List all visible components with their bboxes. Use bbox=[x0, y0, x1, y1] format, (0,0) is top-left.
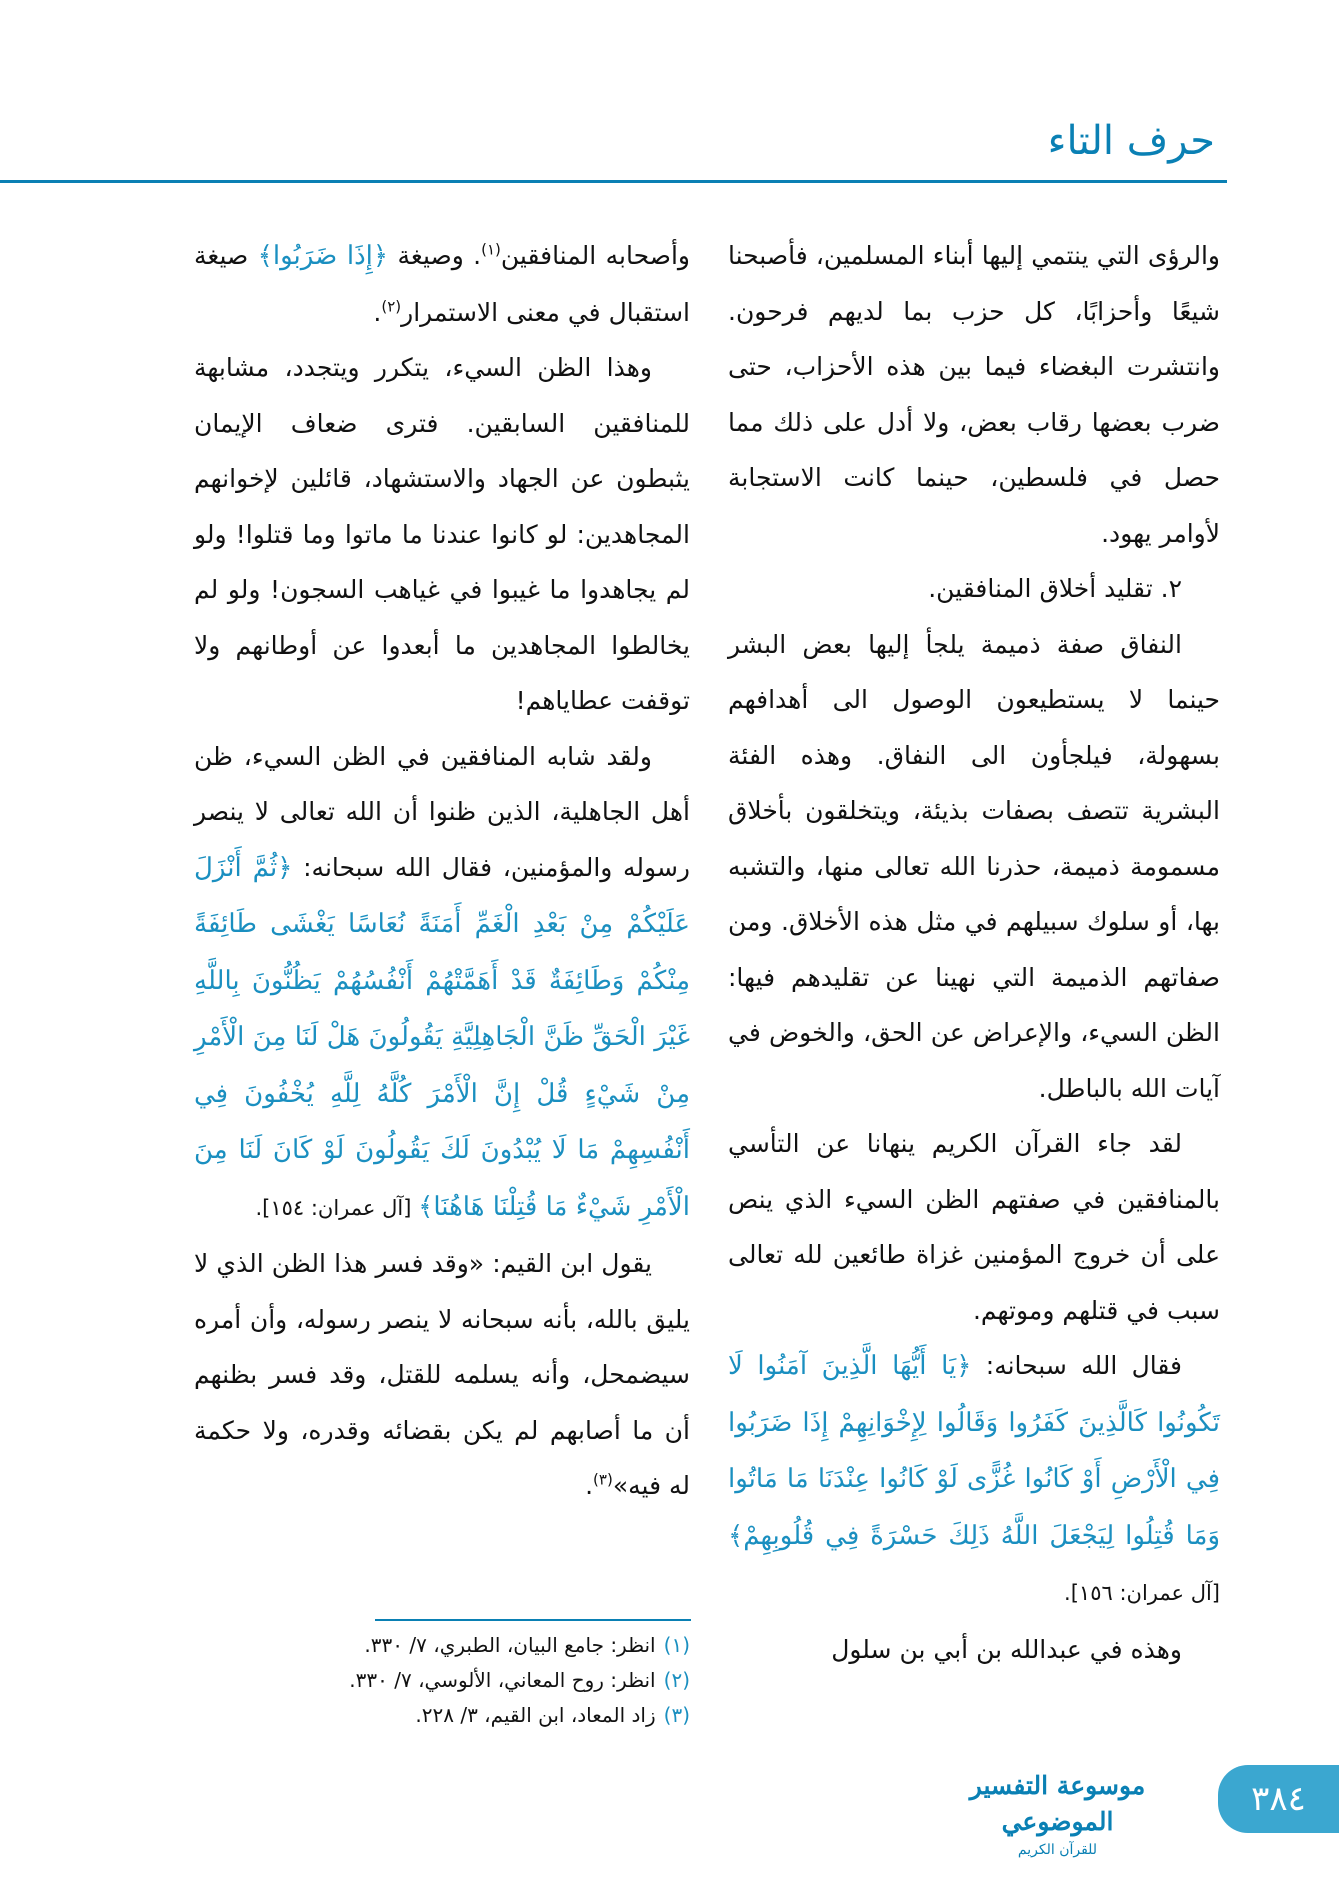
paragraph bbox=[194, 729, 690, 1237]
paragraph: وهذا الظن السيء، يتكرر ويتجدد، مشابهة للمنافقين السابقين. فترى ضعاف الإيمان يثبطون عن الجهاد والاستشهاد، قائلين لإخوانهم المجاهدين: لو كانوا عندنا ما ماتوا وما قتلوا! ولو لم يجاهدوا ما غيبوا في غياهب السجون! ولو لم يخالطوا المجاهدين ما أبعدوا عن أوطانهم ولا توقفت عطاياهم! bbox=[194, 353, 690, 715]
verse-reference: [آل عمران: ١٥٦]. bbox=[1064, 1581, 1220, 1605]
footnotes bbox=[194, 1628, 690, 1733]
section-heading: ٢. تقليد أخلاق المنافقين. bbox=[928, 574, 1182, 603]
footnote-divider bbox=[375, 1619, 691, 1621]
footnote bbox=[194, 1663, 690, 1698]
paragraph-text: ولقد شابه المنافقين في الظن السيء، ظن أهل الجاهلية، الذين ظنوا أن الله تعالى لا ينصر رسوله والمؤمنين، فقال الله سبحانه: bbox=[194, 741, 690, 882]
paragraph-text: صيغة استقبال في معنى الاستمرار bbox=[194, 241, 690, 327]
paragraph bbox=[728, 1338, 1220, 1622]
paragraph-text: . bbox=[585, 1471, 594, 1500]
quran-verse: ﴿ثُمَّ أَنْزَلَ عَلَيْكُمْ مِنْ بَعْدِ الْغَمِّ أَمَنَةً نُعَاسًا يَغْشَى طَائِفَةً مِنْكُمْ وَطَائِفَةٌ قَدْ أَهَمَّتْهُمْ أَنْفُسُهُمْ يَظُنُّونَ بِاللَّهِ غَيْرَ الْحَقِّ ظَنَّ الْجَاهِلِيَّةِ يَقُولُونَ هَلْ لَنَا مِنَ الْأَمْرِ مِنْ شَيْءٍ قُلْ إِنَّ الْأَمْرَ كُلَّهُ لِلَّهِ يُخْفُونَ فِي أَنْفُسِهِمْ مَا لَا يُبْدُونَ لَكَ يَقُولُونَ لَوْ كَانَ لَنَا مِنَ الْأَمْرِ شَيْءٌ مَا قُتِلْنَا هَاهُنَا﴾ bbox=[194, 852, 690, 1222]
footnote-marker[interactable]: (١) bbox=[481, 240, 501, 259]
left-column bbox=[194, 228, 690, 1514]
encyclopedia-logo bbox=[935, 1768, 1180, 1858]
paragraph bbox=[194, 228, 690, 340]
footnote-text: زاد المعاد، ابن القيم، ٣/ ٢٢٨. bbox=[415, 1703, 656, 1727]
paragraph: النفاق صفة ذميمة يلجأ إليها بعض البشر حينما لا يستطيعون الوصول الى أهدافهم بسهولة، فيلجأون الى النفاق. وهذه الفئة البشرية تتصف بصفات بذيئة، ويتخلقون بأخلاق مسمومة ذميمة، حذرنا الله تعالى منها، والتشبه بها، أو سلوك سبيلهم في مثل هذه الأخلاق. ومن صفاتهم الذميمة التي نهينا عن تقليدهم فيها: الظن السيء، والإعراض عن الحق، والخوض في آيات الله بالباطل. bbox=[728, 629, 1220, 1103]
footnote-number: (٣) bbox=[663, 1703, 690, 1727]
paragraph: لقد جاء القرآن الكريم ينهانا عن التأسي بالمنافقين في صفتهم الظن السيء الذي ينص على أن خروج المؤمنين غزاة طائعين لله تعالى سبب في قتلهم وموتهم. bbox=[728, 1129, 1220, 1325]
paragraph-text: فقال الله سبحانه: bbox=[971, 1351, 1182, 1380]
header-divider bbox=[0, 180, 1227, 183]
logo-title: موسوعة التفسير الموضوعي bbox=[969, 1771, 1146, 1836]
footnote-marker[interactable]: (٢) bbox=[381, 297, 402, 316]
logo-subtitle: للقرآن الكريم bbox=[1017, 1842, 1098, 1858]
footnote-text: انظر: جامع البيان، الطبري، ٧/ ٣٣٠. bbox=[364, 1633, 656, 1657]
paragraph: والرؤى التي ينتمي إليها أبناء المسلمين، فأصبحنا شيعًا وأحزابًا، كل حزب بما لديهم فرحون. وانتشرت البغضاء فيما بين هذه الأحزاب، حتى ضرب بعضها رقاب بعض، ولا أدل على ذلك مما حصل في فلسطين، حينما كانت الاستجابة لأوامر يهود. bbox=[728, 241, 1220, 548]
quran-verse: ﴿إِذَا ضَرَبُوا﴾ bbox=[257, 241, 389, 271]
paragraph: وهذه في عبدالله بن أبي بن سلول bbox=[831, 1634, 1182, 1664]
paragraph-text: . وصيغة bbox=[388, 241, 482, 270]
chapter-title: حرف التاء bbox=[1047, 118, 1215, 164]
footnote-marker[interactable]: (٣) bbox=[593, 1470, 613, 1489]
footnote bbox=[194, 1628, 690, 1663]
paragraph-text: . bbox=[373, 297, 382, 327]
quote-text: يقول ابن القيم: «وقد فسر هذا الظن الذي لا يليق بالله، بأنه سبحانه لا ينصر رسوله، وأن أمره سيضمحل، وأنه يسلمه للقتل، وقد فسر بظنهم أن ما أصابهم لم يكن بقضائه وقدره، ولا حكمة له فيه» bbox=[194, 1249, 690, 1500]
quran-verse: ﴿يَا أَيُّهَا الَّذِينَ آمَنُوا لَا تَكُونُوا كَالَّذِينَ كَفَرُوا وَقَالُوا لِإِخْوَانِهِمْ إِذَا ضَرَبُوا فِي الْأَرْضِ أَوْ كَانُوا غُزًّى لَوْ كَانُوا عِنْدَنَا مَا مَاتُوا وَمَا قُتِلُوا لِيَجْعَلَ اللَّهُ ذَلِكَ حَسْرَةً فِي قُلُوبِهِمْ﴾ bbox=[728, 1351, 1220, 1551]
footnote-number: (٢) bbox=[663, 1668, 690, 1692]
paragraph bbox=[194, 1236, 690, 1514]
verse-reference: [آل عمران: ١٥٤]. bbox=[255, 1195, 419, 1220]
page-number-badge bbox=[1218, 1765, 1339, 1833]
right-column bbox=[728, 228, 1220, 1677]
page-number: ٣٨٤ bbox=[1251, 1779, 1306, 1819]
footnote-text: انظر: روح المعاني، الألوسي، ٧/ ٣٣٠. bbox=[349, 1668, 656, 1692]
footnote-number: (١) bbox=[663, 1633, 690, 1657]
paragraph-text: وأصحابه المنافقين bbox=[500, 241, 690, 270]
footnote bbox=[194, 1698, 690, 1733]
